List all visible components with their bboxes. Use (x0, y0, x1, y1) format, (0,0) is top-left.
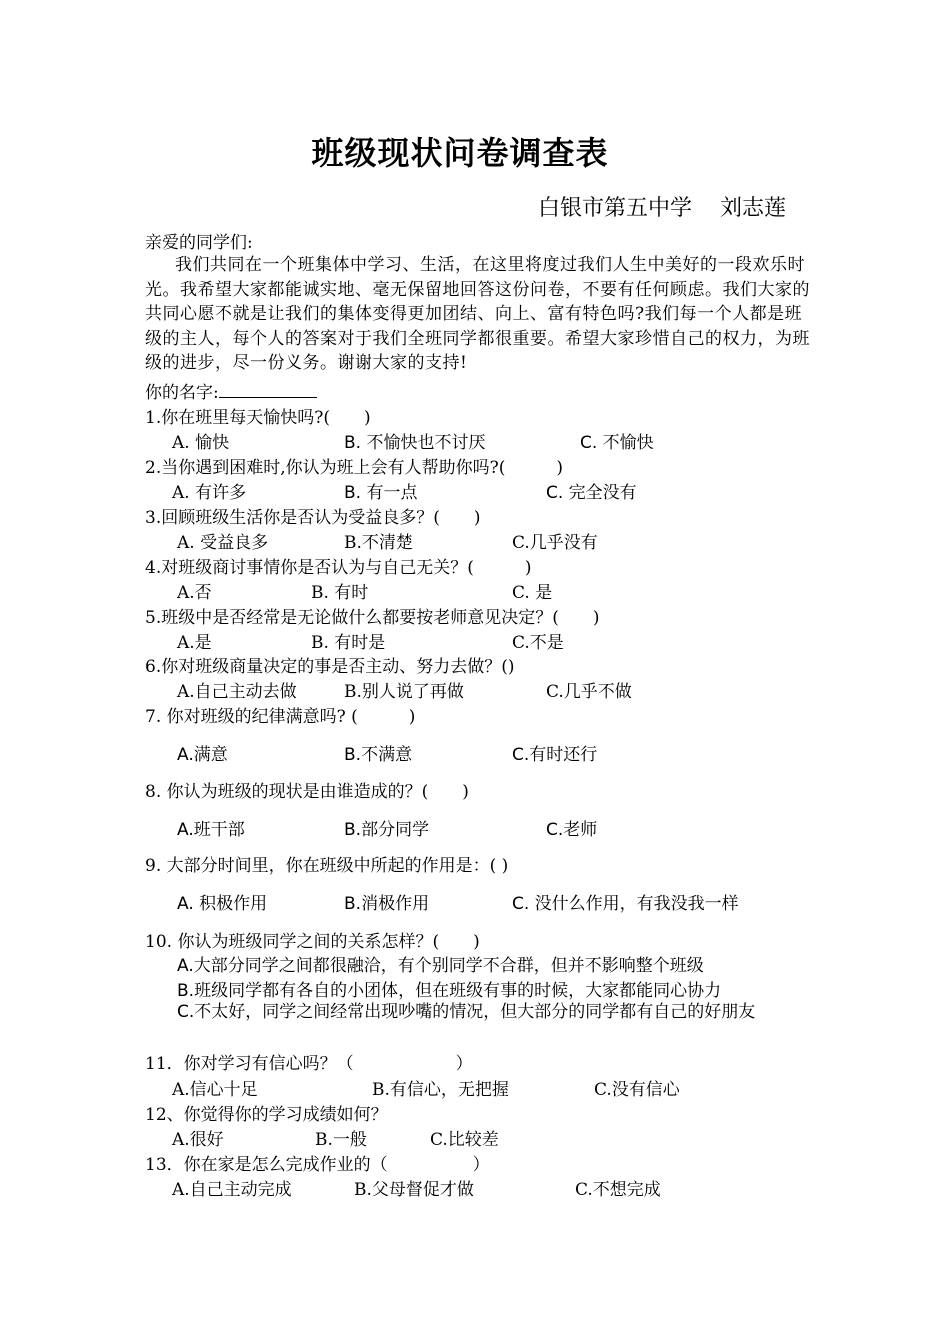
question-1: 1.你在班里每天愉快吗?( ) (145, 408, 371, 428)
q10-option-c: C.不太好，同学之间经常出现吵嘴的情况，但大部分的同学都有自己的好朋友 (177, 1002, 756, 1022)
author-school: 白银市第五中学 (538, 196, 693, 221)
q5-option-b: B. 有时是 (311, 633, 386, 653)
q8-option-c: C.老师 (546, 820, 598, 840)
q2-option-b: B. 有一点 (344, 483, 418, 503)
q7-option-c: C.有时还行 (512, 745, 598, 765)
q10-option-b: B.班级同学都有各自的小团体，但在班级有事的时候，大家都能同心协力 (177, 981, 722, 1001)
q2-option-c: C. 完全没有 (546, 483, 637, 503)
q4-option-b: B. 有时 (311, 583, 369, 603)
q7-option-a: A.满意 (177, 745, 228, 765)
q2-option-a: A. 有许多 (172, 483, 247, 503)
q12-option-a: A.很好 (172, 1130, 224, 1150)
name-label: 你的名字: (145, 383, 219, 403)
q6-option-a: A.自己主动去做 (177, 682, 297, 702)
question-12: 12、你觉得你的学习成绩如何？ (145, 1105, 388, 1125)
question-4: 4.对班级商讨事情你是否认为与自己无关？( ) (145, 558, 532, 578)
q4-option-c: C. 是 (512, 583, 553, 603)
q8-option-a: A.班干部 (177, 820, 245, 840)
q13-option-c: C.不想完成 (575, 1180, 661, 1200)
q11-option-c: C.没有信心 (594, 1080, 680, 1100)
q1-option-c: C. 不愉快 (580, 433, 654, 453)
page-title: 班级现状问卷调查表 (311, 134, 609, 172)
q1-option-a: A. 愉快 (172, 433, 230, 453)
q12-option-b: B.一般 (315, 1130, 367, 1150)
question-10: 10. 你认为班级同学之间的关系怎样？( ) (145, 932, 480, 952)
q3-option-b: B.不清楚 (344, 533, 413, 553)
q6-option-b: B.别人说了再做 (344, 682, 464, 702)
question-2: 2.当你遇到困难时,你认为班上会有人帮助你吗?( ) (145, 458, 564, 478)
author-line (538, 191, 786, 222)
q11-option-b: B.有信心，无把握 (372, 1080, 509, 1100)
question-7: 7. 你对班级的纪律满意吗? ( ) (145, 707, 416, 727)
q6-option-c: C.几乎不做 (546, 682, 632, 702)
q13-option-b: B.父母督促才做 (354, 1180, 474, 1200)
q1-option-b: B. 不愉快也不讨厌 (344, 433, 486, 453)
q9-option-a: A. 积极作用 (177, 894, 268, 914)
q3-option-c: C.几乎没有 (512, 533, 598, 553)
q9-option-c: C. 没什么作用，有我没我一样 (512, 894, 739, 914)
author-name: 刘志莲 (720, 196, 787, 221)
question-3: 3.回顾班级生活你是否认为受益良多？( ) (145, 508, 481, 528)
q13-option-a: A.自己主动完成 (172, 1180, 292, 1200)
q5-option-a: A.是 (177, 633, 212, 653)
q10-option-a: A.大部分同学之间都很融洽，有个别同学不合群，但并不影响整个班级 (177, 956, 704, 976)
question-9: 9. 大部分时间里，你在班级中所起的作用是：( ) (145, 856, 509, 876)
question-13: 13．你在家是怎么完成作业的（ ） (145, 1155, 490, 1175)
q11-option-a: A.信心十足 (172, 1080, 258, 1100)
name-field-row (145, 378, 317, 403)
question-8: 8. 你认为班级的现状是由谁造成的？( ) (145, 782, 469, 802)
q3-option-a: A. 受益良多 (177, 533, 269, 553)
q5-option-c: C.不是 (512, 633, 564, 653)
q8-option-b: B.部分同学 (344, 820, 430, 840)
question-5: 5.班级中是否经常是无论做什么都要按老师意见决定？( ) (145, 608, 600, 628)
intro-paragraph: 我们共同在一个班集体中学习、生活，在这里将度过我们人生中美好的一段欢乐时光。我希望大家都能诚实地、毫无保留地回答这份问卷，不要有任何顾虑。我们大家的共同心愿不就是让我们的集体变得更加团结、向上、富有特色吗?我们每一个人都是班级的主人，每个人的答案对于我们全班同学都很重要。希望大家珍惜自己的权力，为班级的进步，尽一份义务。谢谢大家的支持! (145, 255, 810, 373)
question-11: 11．你对学习有信心吗？（ ） (145, 1054, 473, 1074)
name-input-line[interactable] (219, 381, 317, 398)
q7-option-b: B.不满意 (344, 745, 413, 765)
greeting: 亲爱的同学们: (145, 233, 253, 253)
q9-option-b: B.消极作用 (344, 894, 430, 914)
question-6: 6.你对班级商量决定的事是否主动、努力去做？() (145, 657, 515, 677)
q4-option-a: A.否 (177, 583, 212, 603)
q12-option-c: C.比较差 (430, 1130, 499, 1150)
